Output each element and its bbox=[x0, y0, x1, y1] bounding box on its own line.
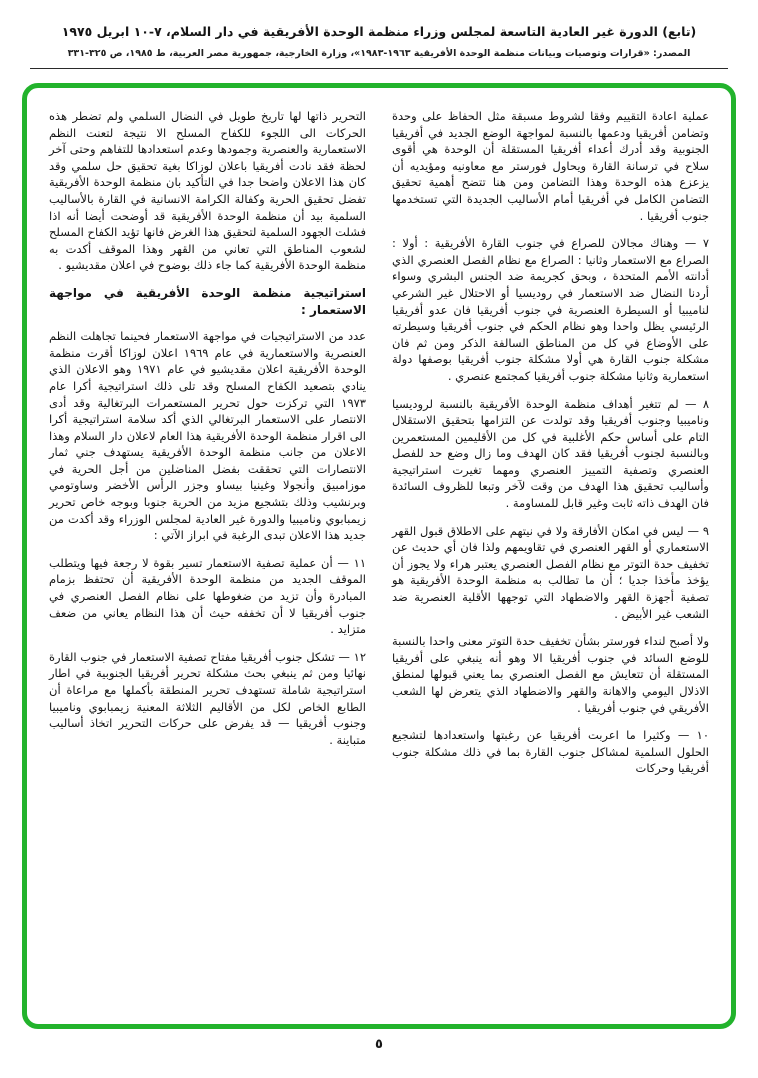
paragraph: ولا أصبح لنداء فورستر بشأن تخفيف حدة التوتر معنى واحدا بالنسبة للوضع السائد في جنوب أفريقيا الا وهو أنه ينبغي على أفريقيا المستقلة أن تتعايش مع الفصل العنصري بما يعني قبولها لمنطق الاذلال اليومي والاهانة والقهر والاضطهاد الذي يتعرض لها الشعب الأفريقي في جنوب أفريقيا . bbox=[392, 634, 709, 715]
paragraph: ١٠ — وكثيرا ما اعربت أفريقيا عن رغبتها واستعدادها لتشجيع الحلول السلمية لمشاكل جنوب القارة بما في ذلك مشكلة جنوب أفريقيا وحركات bbox=[392, 728, 709, 776]
paragraph: ٧ — وهناك مجالان للصراع في جنوب القارة الأفريقية : أولا : الصراع مع الاستعمار وثانيا : الصراع مع نظام الفصل العنصري الذي أدانته الأمم المتحدة ، وبحق كجريمة ضد الجنس البشري وسواء أردنا النضال ضد الاستعمار في روديسيا أو الاحتلال غير الشرعي لناميبيا أو السيطرة العنصرية في جنوب أفريقيا فان عدو أفريقيا الرئيسي يظل واحدا وهو نظام الحكم في جنوب أفريقيا وسيطرته على الأوضاع في كل من المناطق السالفة الذكر ومن ثم فان مشكلة جنوب القارة هي أولا مشكلة جنوب أفريقيا بوصفها دولة استعمارية وثانيا مشكلة جنوب أفريقيا كمجتمع عنصري . bbox=[392, 236, 709, 383]
paragraph: ٨ — لم تتغير أهداف منظمة الوحدة الأفريقية بالنسبة لروديسيا وناميبيا وجنوب أفريقيا وقد تولدت عن التزامها بتحقيق الاستقلال التام على أساس حكم الأغلبية في كل من الأقليمين المستعمرين وبالنسبة لجنوب أفريقيا فقد كان الهدف وما زال وضع حد للفصل العنصري وتصفية التمييز العنصري ومهما تغيرت استراتيجية وأساليب تحقيق هذا الهدف من وقت لآخر وتبعا للظروف السائدة فان الهدف ذاته ثابت وغير قابل للمساومة . bbox=[392, 396, 709, 511]
page-number: ٥ bbox=[375, 1037, 383, 1052]
document-title: (تابع) الدورة غير العادية التاسعة لمجلس وزراء منظمة الوحدة الأفريقية في دار السلام، ٧-١٠ ابريل ١٩٧٥ bbox=[61, 24, 697, 39]
paragraph: ١٢ — تشكل جنوب أفريقيا مفتاح تصفية الاستعمار في جنوب القارة نهائيا ومن ثم ينبغي بحث مشكلة تحرير أفريقيا الجنوبية في اطار استراتيجية شاملة تستهدف تحرير المنطقة بأكملها مع مراعاة أن الطابع الخاص لكل من الأقاليم الثلاثة المعنية زيمبابوي وناميبيا وجنوب أفريقيا — قد يفرض على حركات التحرير اتخاذ أساليب متباينة . bbox=[49, 649, 366, 747]
column-right bbox=[392, 108, 709, 1008]
paragraph: ١١ — أن عملية تصفية الاستعمار تسير بقوة لا رجعة فيها ويتطلب الموقف الجديد من منظمة الوحدة الأفريقية أن تحتفظ بزمام المبادرة وأن تزيد من ضغوطها على نظام الفصل العنصري في جنوب أفريقيا لا أن تخففه حيث أن هذا النظام يعاني من ضعف متزايد . bbox=[49, 555, 366, 637]
page-header bbox=[0, 0, 758, 69]
text-columns bbox=[49, 108, 709, 1008]
header-divider bbox=[30, 68, 728, 69]
column-left bbox=[49, 108, 366, 1008]
source-citation: المصدر: «قرارات وتوصيات وبيانات منظمة الوحدة الأفريقية ١٩٦٣-١٩٨٣»، وزارة الخارجية، جمهورية مصر العربية، ط ١٩٨٥، ص ٣٢٥-٣٣١ bbox=[67, 48, 691, 59]
paragraph: عملية اعادة التقييم وفقا لشروط مسبقة مثل الحفاظ على وحدة وتضامن أفريقيا ودعمها بالنسبة لمواجهة الوضع الجديد في أفريقيا الجنوبية وقد أدرك أعداء أفريقيا المستقلة أن الوحدة هي أقوى سلاح في ترسانة القارة ويحاول فورستر مع معاونيه ومؤيديه أن يزعزع هذه الوحدة وهذا التضامن ومن هنا تتضح أهمية تحقيق التضامن الكامل في أفريقيا أمام الأساليب الجديدة التي تستخدمها جنوب أفريقيا . bbox=[392, 109, 709, 223]
content-frame bbox=[22, 83, 736, 1029]
section-heading: استراتيجية منظمة الوحدة الأفريقية في مواجهة الاستعمار : bbox=[49, 285, 366, 317]
paragraph: التحرير ذاتها لها تاريخ طويل في النضال السلمي ولم تضطر هذه الحركات الى اللجوء للكفاح المسلح الا نتيجة لتعنت النظم الاستعمارية والعنصرية وجمودها وعدم استعدادها للتفاهم وحتى آخر لحظة فقد نادت أفريقيا باعلان لوزاكا بغية تحقيق حل سلمي وقد كان هذا الاعلان واضحا جدا في التأكيد بان منظمة الوحدة الأفريقية تفضل تحقيق الحرية وكفالة الكرامة الانسانية في القارة بالأساليب السلمية بيد أن منظمة الوحدة الأفريقية قد أوضحت أيضا أنه اذا فشلت الجهود السلمية لتحقيق هذا الغرض فانها تؤيد الكفاح المسلح لشعوب المناطق التي تعاني من القهر وهذا الموقف أكدت به منظمة الوحدة الأفريقية كما جاء ذلك بوضوح في اعلان مقديشيو . bbox=[49, 109, 366, 273]
paragraph: ٩ — ليس في امكان الأفارقة ولا في نيتهم على الاطلاق قبول القهر الاستعماري أو القهر العنصري في تقاويمهم ولذا فان أي حديث عن تخفيف حدة التوتر مع نظام الفصل العنصري يعتبر هراء ولا يجوز أن يؤخذ مأخذا جديا ؛ أن ما تطالب به منظمة الوحدة الأفريقية هو تصفية أجهزة القهر والاضطهاد التي توجهها الأقلية العنصرية ضد الشعب غير الأبيض . bbox=[392, 523, 709, 621]
paragraph: عدد من الاستراتيجيات في مواجهة الاستعمار فحينما تجاهلت النظم العنصرية والاستعمارية في عام ١٩٦٩ اعلان لوزاكا أقرت منظمة الوحدة الأفريقية اعلان مقديشيو في عام ١٩٧١ وهو الاعلان الذي ينادي بتصعيد الكفاح المسلح وقد تلى ذلك استراتيجية أكرا عام ١٩٧٣ التي تركزت حول تحرير المستعمرات البرتغالية وقد أدى الانتصار على الاستعمار البرتغالي الذي أكد سلامة استراتيجية أكرا الى اقرار منظمة الوحدة الأفريقية هذا العام لاعلان دار السلام وهذا الاعلان من جانب منظمة الوحدة الأفريقية يستهدف جني ثمار الانتصارات التي تحققت بفضل المناضلين من أجل الحرية في موزامبيق وأنجولا وغينيا بيساو وجزر الرأس الأخضر وساوتومي وبرنشيب وذلك بتشجيع مزيد من الحرية جنوبا وبوجه خاص تحرير زيمبابوي وناميبيا والدورة غير العادية لمجلس الوزراء وقد أكدت من جديد هذا الاعلان تبدى الرغبة في ابراز الآتي : bbox=[49, 329, 367, 543]
